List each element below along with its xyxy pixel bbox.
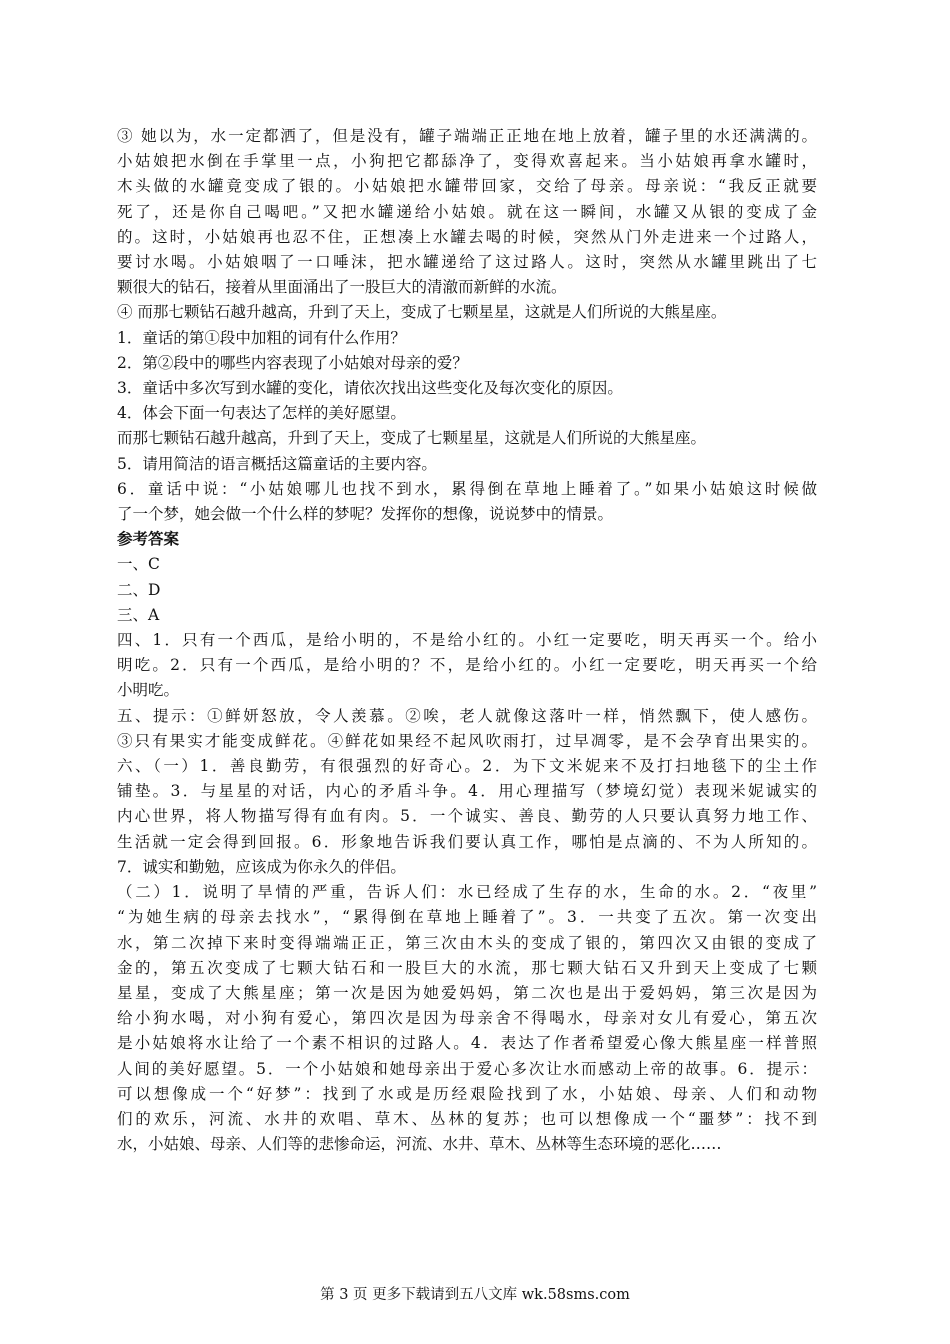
question-quote: 而那七颗钻石越升越高，升到了天上，变成了七颗星星，这就是人们所说的大熊星座。 xyxy=(117,429,707,448)
text-line: 可以想像成一个“好梦”：找到了水或是历经艰险找到了水，小姑娘、母亲、人们和动物 xyxy=(117,1084,817,1103)
story-paragraph-3 xyxy=(117,124,817,300)
text-line: 的。这时，小姑娘再也忍不住，正想凑上水罐去喝的时候，突然从门外走进来一个过路人， xyxy=(117,227,817,246)
text-line: “为她生病的母亲去找水”，“累得倒在草地上睡着了”。3．一共变了五次。第一次变出 xyxy=(117,908,817,927)
text-line: 铺垫。3．与星星的对话，内心的矛盾斗争。4．用心理描写（梦境幻觉）表现米妮诚实的 xyxy=(117,782,817,801)
text-line: 们的欢乐，河流、水井的欢唱、草木、丛林的复苏；也可以想像成一个“噩梦”：找不到 xyxy=(117,1109,817,1128)
text-line: 明吃。2．只有一个西瓜，是给小明的？不，是给小红的。小红一定要吃，明天再买一个给 xyxy=(117,656,817,675)
text-line: 水，小姑娘、母亲、人们等的悲惨命运，河流、水井、草木、丛林等生态环境的恶化…… xyxy=(117,1135,722,1154)
page-footer: 第 3 页 更多下载请到五八文库 wk.58sms.com xyxy=(320,1287,630,1303)
document-body xyxy=(117,124,817,1157)
text-line: ③只有果实才能变成鲜花。④鲜花如果经不起风吹雨打，过早凋零，是不会孕育出果实的。 xyxy=(117,731,817,750)
text-line: （二）1．说明了旱情的严重，告诉人们：水已经成了生存的水，生命的水。2．“夜里” xyxy=(117,883,817,902)
answer-1: 一、C xyxy=(117,555,160,574)
text-line: ③ 她以为，水一定都洒了，但是没有，罐子端端正正地在地上放着，罐子里的水还满满的。 xyxy=(117,127,817,145)
text-line: 人间的美好愿望。5．一个小姑娘和她母亲出于爱心多次让水而感动上帝的故事。6．提示： xyxy=(117,1059,817,1078)
answer-4 xyxy=(117,628,817,704)
question-item: 4．体会下面一句表达了怎样的美好愿望。 xyxy=(117,404,406,423)
question-6-line: 6．童话中说：“小姑娘哪儿也找不到水，累得倒在草地上睡着了。”如果小姑娘这时候做 xyxy=(117,479,817,498)
question-6-line: 了一个梦，她会做一个什么样的梦呢？发挥你的想像，说说梦中的情景。 xyxy=(117,505,614,524)
answer-5 xyxy=(117,704,817,754)
question-item: 3．童话中多次写到水罐的变化，请依次找出这些变化及每次变化的原因。 xyxy=(117,379,623,398)
question-item: 1．童话的第①段中加粗的词有什么作用？ xyxy=(117,328,406,347)
text-line: 小姑娘把水倒在手掌里一点，小狗把它都舔净了，变得欢喜起来。当小姑娘再拿水罐时， xyxy=(117,152,817,171)
text-line: 五、提示：①鲜妍怒放，令人羡慕。②唉，老人就像这落叶一样，悄然飘下，使人感伤。 xyxy=(117,706,817,725)
answers-heading: 参考答案 xyxy=(117,530,180,549)
story-paragraph-4: ④ 而那七颗钻石越升越高，升到了天上，变成了七颗星星，这就是人们所说的大熊星座。 xyxy=(117,303,727,322)
answer-6-part-2 xyxy=(117,880,817,1157)
text-line: 生活就一定会得到回报。6．形象地告诉我们要认真工作，哪怕是点滴的、不为人所知的。 xyxy=(117,832,817,851)
question-list xyxy=(117,326,817,528)
answer-2: 二、D xyxy=(117,580,161,599)
question-item: 2．第②段中的哪些内容表现了小姑娘对母亲的爱？ xyxy=(117,353,468,372)
text-line: 内心世界，将人物描写得有血有肉。5．一个诚实、善良、勤劳的人只要认真努力地工作、 xyxy=(117,807,817,826)
question-item: 5．请用简洁的语言概括这篇童话的主要内容。 xyxy=(117,454,437,473)
answer-6-part-1 xyxy=(117,754,817,880)
text-line: 7．诚实和勤勉，应该成为你永久的伴侣。 xyxy=(117,857,406,876)
text-line: 金的，第五次变成了七颗大钻石和一股巨大的水流，那七颗大钻石又升到天上变成了七颗 xyxy=(117,958,817,977)
text-line: 四、1．只有一个西瓜，是给小明的，不是给小红的。小红一定要吃，明天再买一个。给小 xyxy=(117,631,817,650)
text-line: 给小狗水喝，对小狗有爱心，第四次是因为母亲舍不得喝水，母亲对女儿有爱心，第五次 xyxy=(117,1009,817,1028)
text-line: 是小姑娘将水让给了一个素不相识的过路人。4．表达了作者希望爱心像大熊星座一样普照 xyxy=(117,1034,817,1053)
text-line: 小明吃。 xyxy=(117,681,180,700)
text-line: 六、（一）1．善良勤劳，有很强烈的好奇心。2．为下文米妮来不及打扫地毯下的尘土作 xyxy=(117,757,817,776)
text-line: 水，第二次掉下来时变得端端正正，第三次由木头的变成了银的，第四次又由银的变成了 xyxy=(117,933,817,952)
text-line: 颗很大的钻石，接着从里面涌出了一股巨大的清澈而新鲜的水流。 xyxy=(117,278,567,297)
text-line: 死了，还是你自己喝吧。”又把水罐递给小姑娘。就在这一瞬间，水罐又从银的变成了金 xyxy=(117,202,817,221)
text-line: 星星，变成了大熊星座；第一次是因为她爱妈妈，第二次也是出于爱妈妈，第三次是因为 xyxy=(117,983,817,1002)
text-line: 木头做的水罐竟变成了银的。小姑娘把水罐带回家，交给了母亲。母亲说：“我反正就要 xyxy=(117,177,817,196)
answer-3: 三、A xyxy=(117,605,160,624)
text-line: 要讨水喝。小姑娘咽了一口唾沫，把水罐递给了这过路人。这时，突然从水罐里跳出了七 xyxy=(117,253,817,272)
